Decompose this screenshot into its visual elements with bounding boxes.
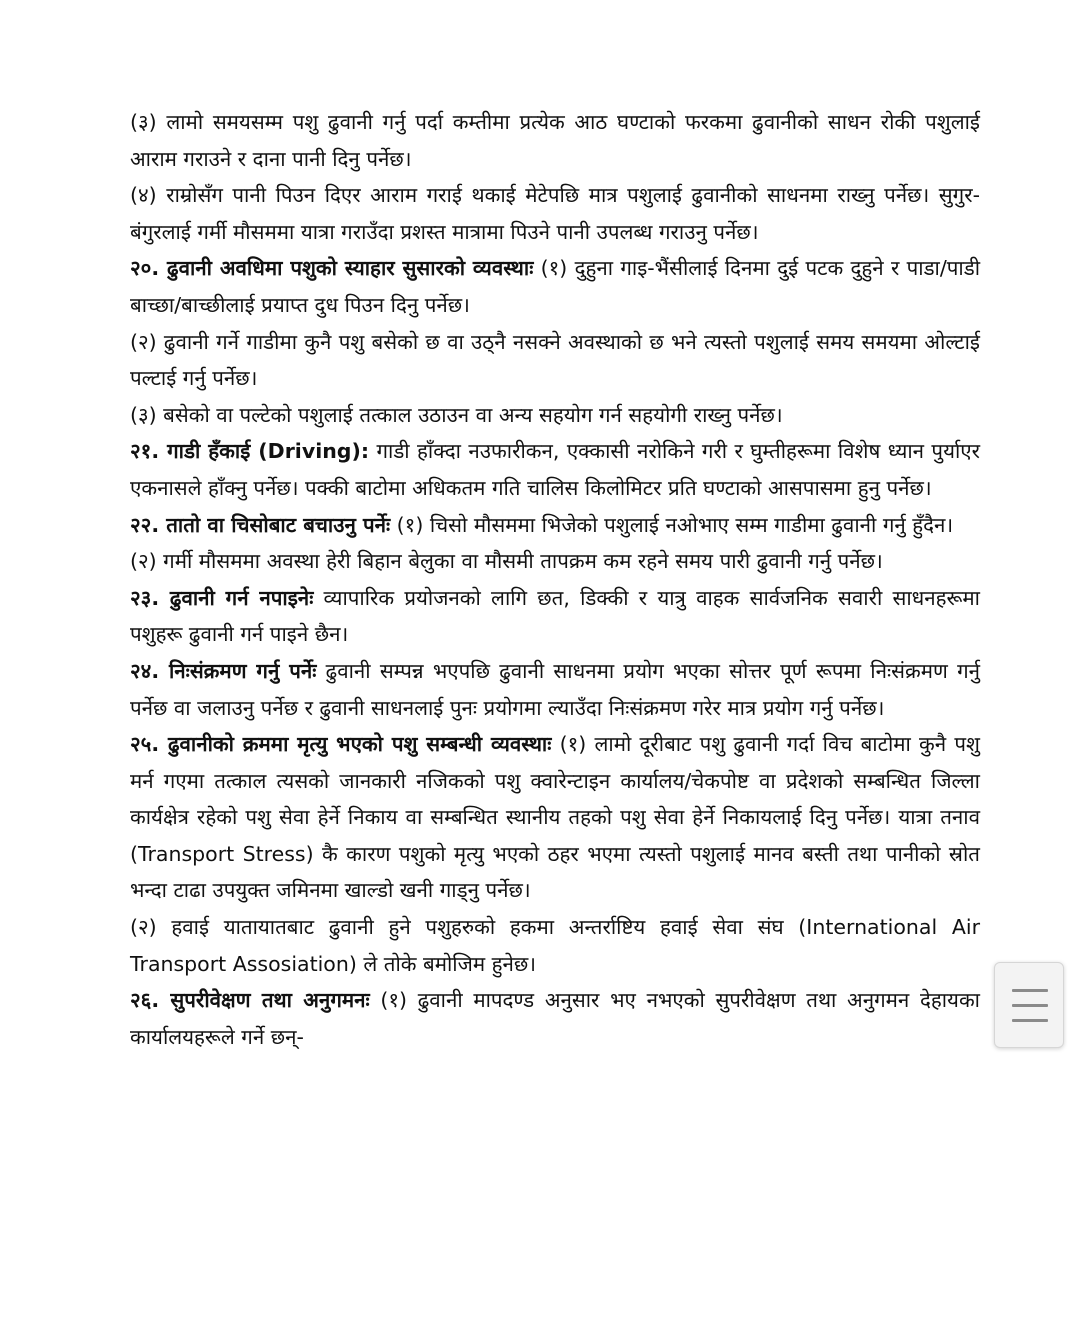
section-20-clause-3: (३) बसेको वा पल्टेको पशुलाई तत्काल उठाउन वा अन्य सहयोग गर्न सहयोगी राख्नु पर्नेछ। [130,402,783,427]
section-26: २६. सुपरीवेक्षण तथा अनुगमनः (१) ढुवानी मापदण्ड अनुसार भए नभएको सुपरीवेक्षण तथा अनुगमन देहायका कार्यालयहरूले गर्ने छन्- [130,988,980,1049]
section-23: २३. ढुवानी गर्न नपाइनेः व्यापारिक प्रयोजनको लागि छत, डिक्की र यात्रु वाहक सार्वजनिक सवारी साधनहरूमा पशुहरू ढुवानी गर्न पाइने छैन। [130,585,980,647]
section-heading: २२. तातो वा चिसोबाट बचाउनु पर्नेः [130,512,391,537]
section-22-clause-2: (२) गर्मी मौसममा अवस्था हेरी बिहान बेलुका वा मौसमी तापक्रम कम रहने समय पारी ढुवानी गर्नु पर्नेछ। [130,549,883,574]
menu-line-icon [1012,989,1048,992]
paragraph-4: (४) राम्रोसँग पानी पिउन दिएर आराम गराई थकाई मेटेपछि मात्र पशुलाई ढुवानीको साधनमा राख्नु पर्नेछ। सुगुर-बंगुरलाई गर्मी मौसममा यात्रा गराउँदा प्रशस्त मात्रामा पिउने पानी उपलब्ध गराउनु पर्नेछ। [130,183,980,244]
section-heading: २०. ढुवानी अवधिमा पशुको स्याहार सुसारको व्यवस्थाः [130,256,534,281]
scroll-handle[interactable] [994,962,1064,1048]
menu-line-icon [1012,1019,1048,1022]
section-heading: २१. गाडी हँकाई (Driving): [130,439,370,464]
section-20: २०. ढुवानी अवधिमा पशुको स्याहार सुसारको व्यवस्थाः (१) दुहुना गाइ-भैंसीलाई दिनमा दुई पटक दुहुने र पाडा/पाडी बाच्छा/बाच्छीलाई प्रयाप्त दुध पिउन दिनु पर्नेछ। [130,256,981,317]
section-heading: २५. ढुवानीको क्रममा मृत्यु भएको पशु सम्बन्धी व्यवस्थाः [130,732,552,757]
section-20-clause-2: (२) ढुवानी गर्ने गाडीमा कुनै पशु बसेको छ वा उठ्नै नसक्ने अवस्थाको छ भने त्यस्तो पशुलाई समय समयमा ओल्टाई पल्टाई गर्नु पर्नेछ। [130,329,980,391]
section-heading: २४. निःसंक्रमण गर्नु पर्नेः [130,658,317,683]
section-25-clause-2: (२) हवाई यातायातबाट ढुवानी हुने पशुहरुको हकमा अन्तर्राष्टिय हवाई सेवा संघ (International Air Transport Assosiation) ले तोके बमोजिम हुनेछ। [130,915,980,976]
section-21: २१. गाडी हँकाई (Driving): गाडी हाँक्दा नउफारीकन, एक्कासी नरोकिने गरी र घुम्तीहरूमा विशेष ध्यान पुर्याएर एकनासले हाँक्नु पर्नेछ। पक्की बाटोमा अधिकतम गति चालिस किलोमिटर प्रति घण्टाको आसपासमा हुनु पर्नेछ। [130,439,980,500]
menu-line-icon [1012,1004,1048,1007]
paragraph-3: (३) लामो समयसम्म पशु ढुवानी गर्नु पर्दा कम्तीमा प्रत्येक आठ घण्टाको फरकमा ढुवानीको साधन रोकी पशुलाई आराम गराउने र दाना पानी दिनु पर्नेछ। [130,110,980,171]
section-25: २५. ढुवानीको क्रममा मृत्यु भएको पशु सम्बन्धी व्यवस्थाः (१) लामो दूरीबाट पशु ढुवानी गर्दा विच बाटोमा कुनै पशु मर्न गएमा तत्काल त्यसको जानकारी नजिकको पशु क्वारेन्टाइन कार्यालय/चेकपोष्ट वा प्रदेशको सम्बन्धित जिल्ला कार्यक्षेत्र रहेको पशु सेवा हेर्ने निकाय वा सम्बन्धित स्थानीय तहको पशु सेवा हेर्ने निकायलाई दिनु पर्नेछ। यात्रा तनाव (Transport Stress) कै कारण पशुको मृत्यु भएको ठहर भएमा त्यस्तो पशुलाई मानव बस्ती तथा पानीको स्रोत भन्दा टाढा उपयुक्त जमिनमा खाल्डो खनी गाड्नु पर्नेछ। [130,732,980,903]
section-22: २२. तातो वा चिसोबाट बचाउनु पर्नेः (१) चिसो मौसममा भिजेको पशुलाई नओभाए सम्म गाडीमा ढुवानी गर्नु हुँदैन। [130,512,954,537]
section-24: २४. निःसंक्रमण गर्नु पर्नेः ढुवानी सम्पन्न भएपछि ढुवानी साधनमा प्रयोग भएका सोत्तर पूर्ण रूपमा निःसंक्रमण गर्नु पर्नेछ वा जलाउनु पर्नेछ र ढुवानी साधनलाई पुनः प्रयोगमा ल्याउँदा निःसंक्रमण गरेर मात्र प्रयोग गर्नु पर्नेछ। [130,658,980,720]
document-page [130,104,980,1055]
section-heading: २३. ढुवानी गर्न नपाइनेः [130,585,314,610]
section-heading: २६. सुपरीवेक्षण तथा अनुगमनः [130,988,370,1013]
